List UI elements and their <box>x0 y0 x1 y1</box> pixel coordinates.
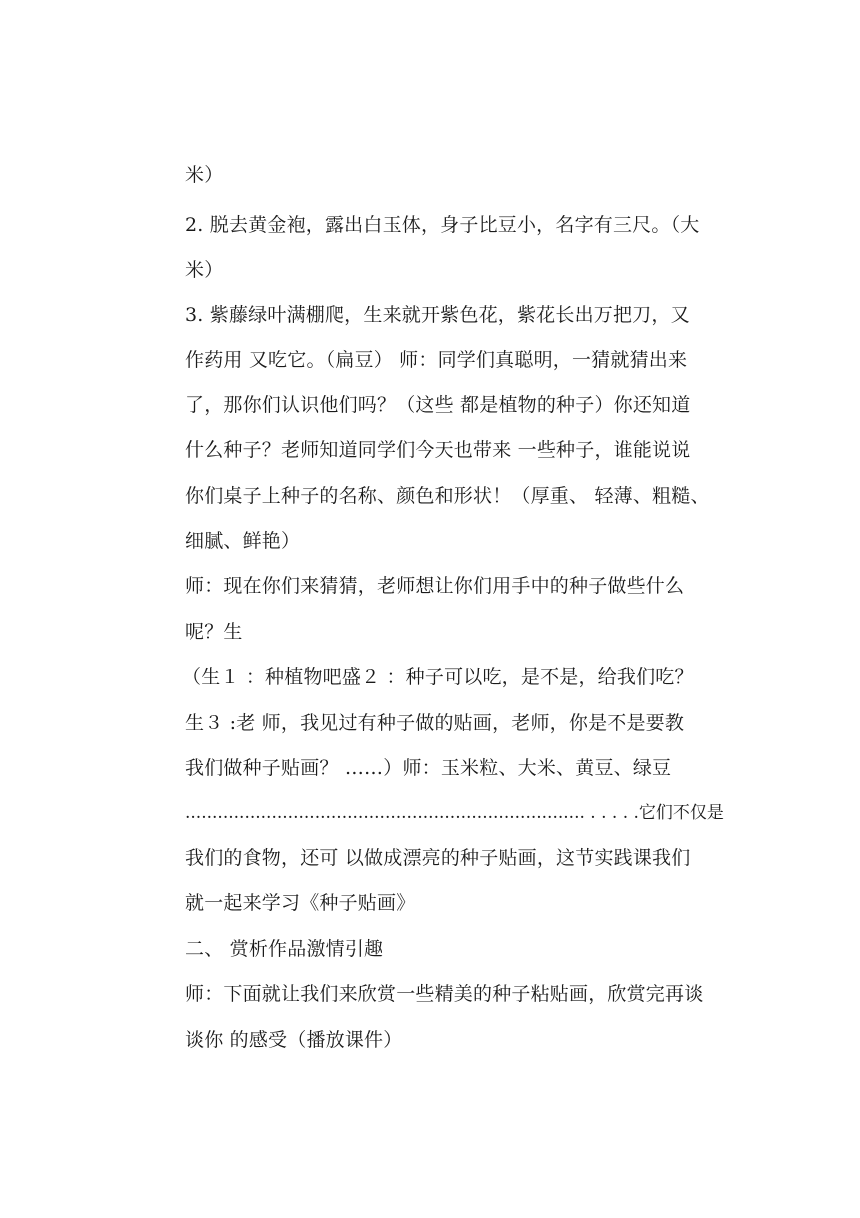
section-heading: 二、 赏析作品激情引趣 <box>185 938 384 960</box>
text-line: 米） <box>185 259 224 281</box>
text-line: 细腻、鲜艳） <box>185 530 301 552</box>
text-line: 米） <box>185 164 224 186</box>
text-line: 生３ :老 师，我见过有种子做的贴画，老师，你是不是要教 <box>185 712 685 734</box>
text-line: 呢？生 <box>185 621 243 643</box>
text-line: 我们做种子贴画？ ……）师：玉米粒、大米、黄豆、绿豆 <box>185 757 672 779</box>
text-line: 了，那你们认识他们吗？（这些 都是植物的种子）你还知道 <box>185 394 691 416</box>
text-line: 作药用 又吃它。（扁豆） 师：同学们真聪明，一猜就猜出来 <box>185 349 688 371</box>
text-line: 就一起来学习《种子贴画》 <box>185 892 416 914</box>
riddle-3-line: 3. 紫藤绿叶满棚爬，生来就开紫色花，紫花长出万把刀，又 <box>185 304 690 326</box>
text-line: 我们的食物，还可 以做成漂亮的种子贴画，这节实践课我们 <box>185 847 691 869</box>
dotted-text-line: .......................................................................... . . . . .它们不仅是 <box>185 803 724 823</box>
text-line: 师：下面就让我们来欣赏一些精美的种子粘贴画，欣赏完再谈 <box>185 983 704 1005</box>
text-line: 师：现在你们来猜猜，老师想让你们用手中的种子做些什么 <box>185 575 685 597</box>
text-line: 谈你 的感受（播放课件） <box>185 1029 403 1051</box>
riddle-2-line: 2. 脱去黄金袍，露出白玉体，身子比豆小，名字有三尺。（大 <box>185 214 700 236</box>
text-line: 你们桌子上种子的名称、颜色和形状！（厚重、 轻薄、粗糙、 <box>185 485 710 507</box>
text-line: （生１ ：种植物吧盛２ ：种子可以吃，是不是，给我们吃？ <box>182 666 694 688</box>
text-line: 什么种子？老师知道同学们今天也带来 一些种子，谁能说说 <box>185 439 691 461</box>
